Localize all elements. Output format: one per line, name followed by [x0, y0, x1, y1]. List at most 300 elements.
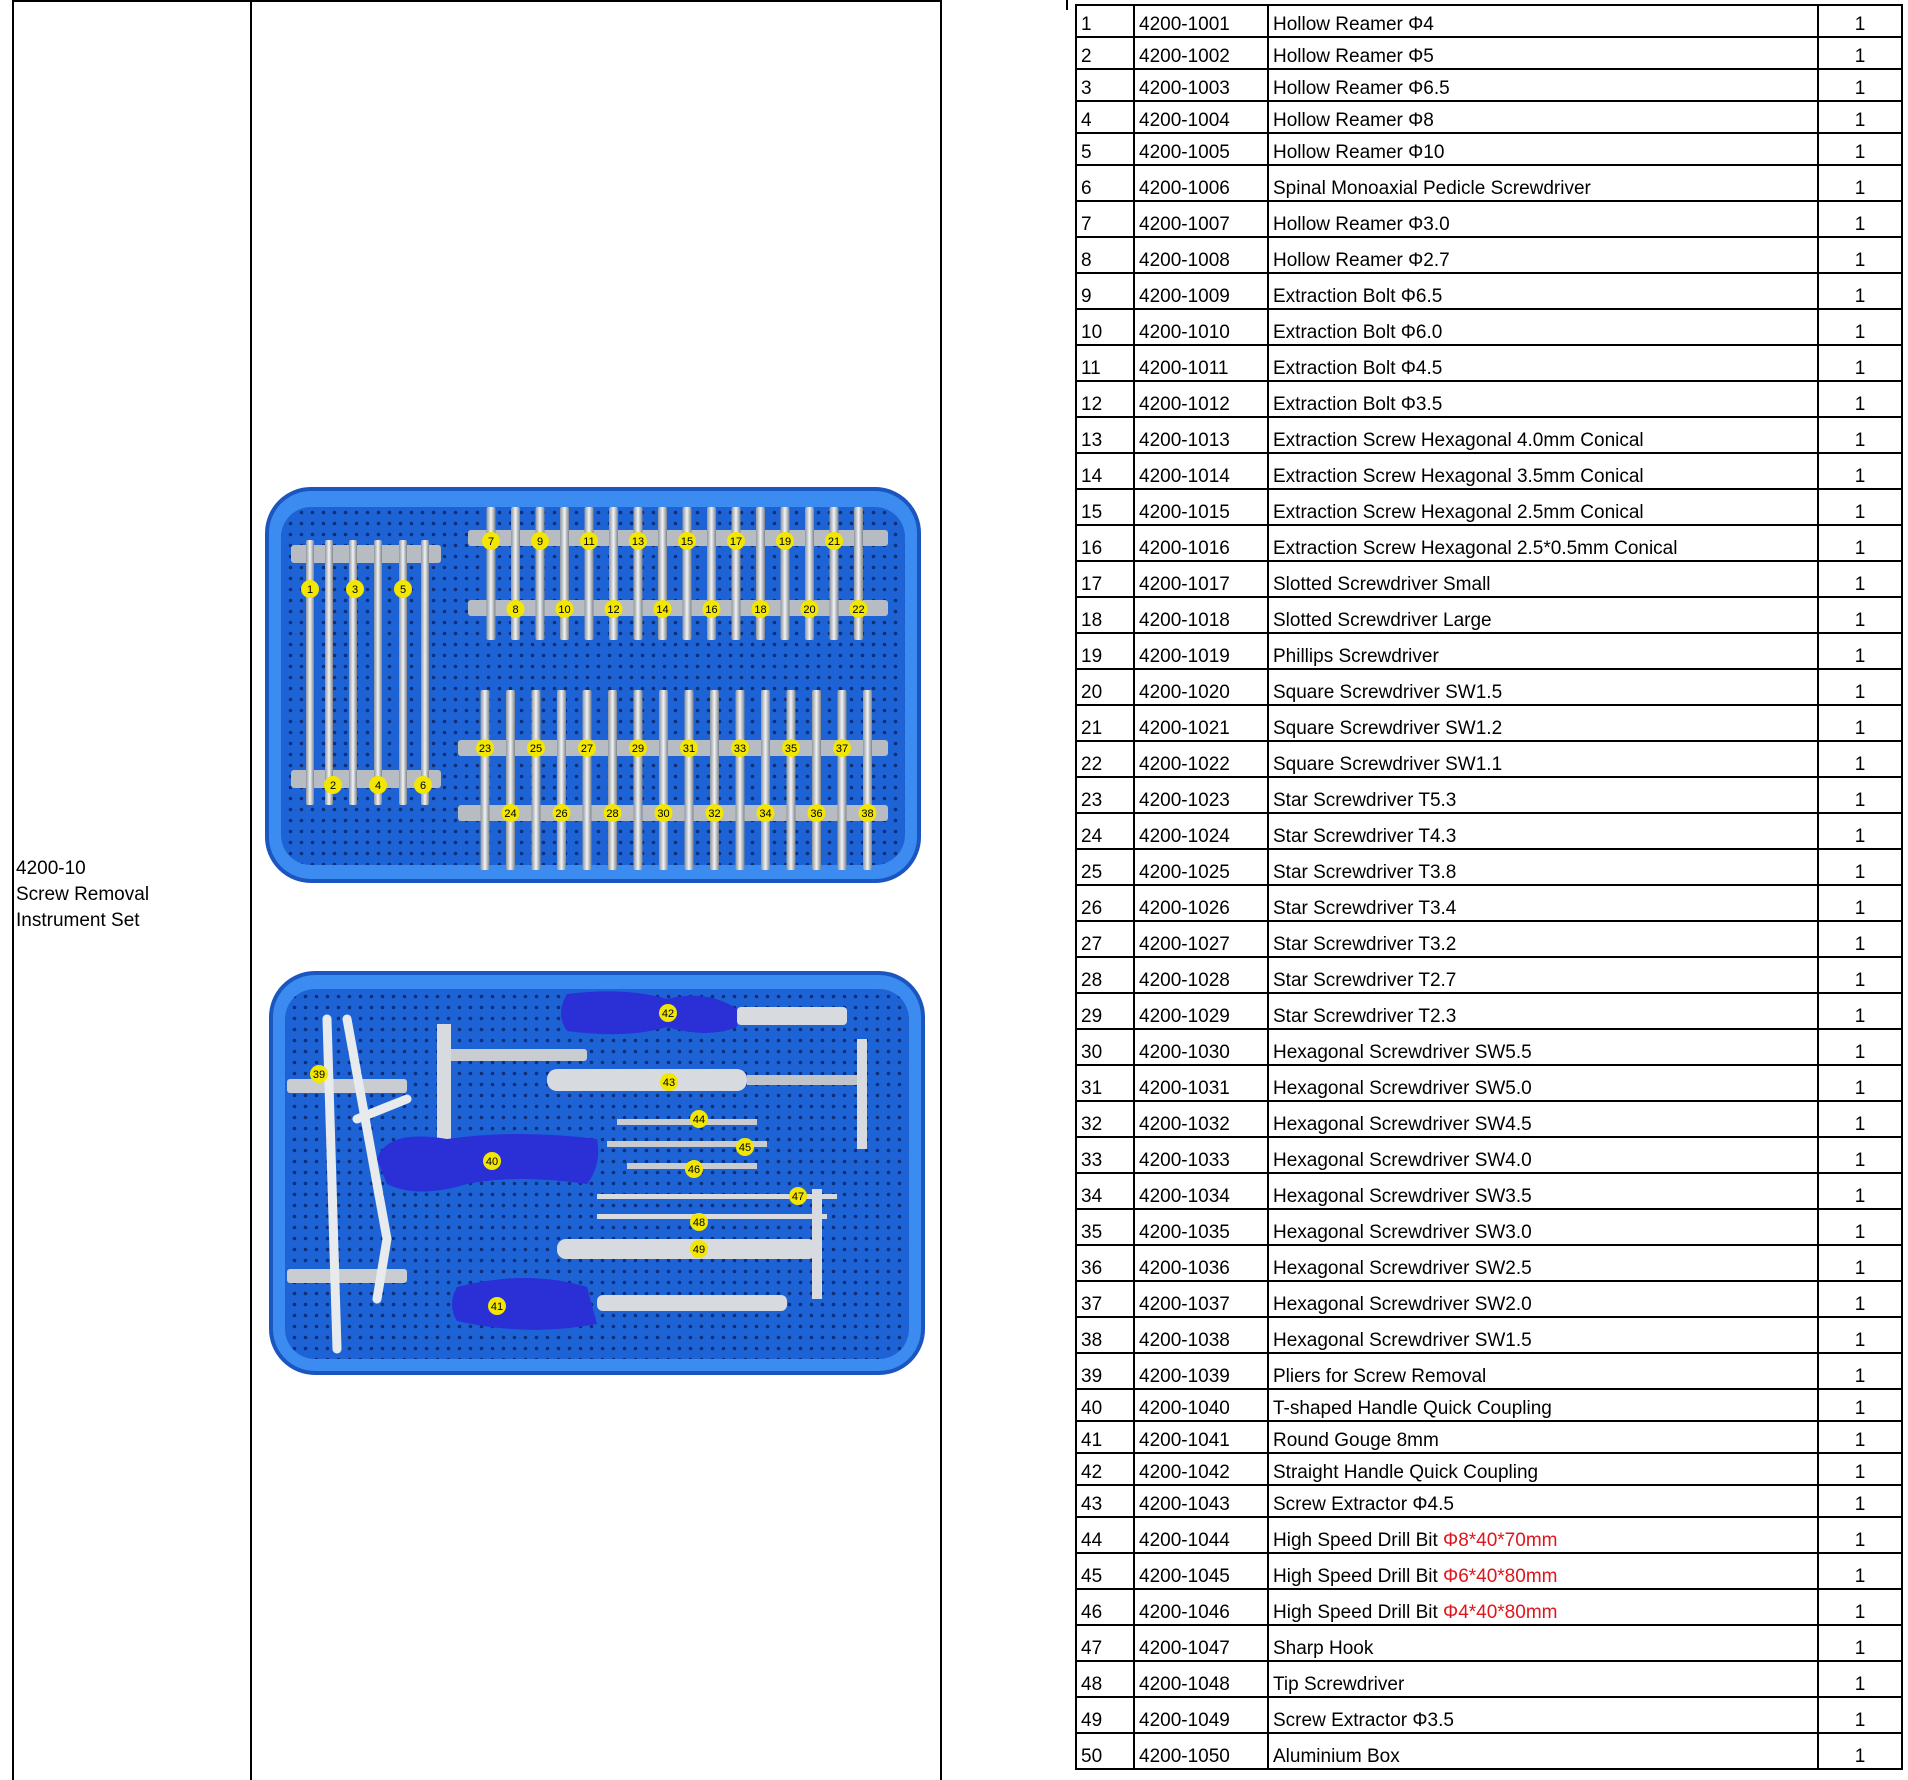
instrument-shaft: [487, 507, 496, 640]
table-row: [1076, 453, 1902, 489]
item-quantity: 1: [1818, 1625, 1902, 1661]
item-name: Extraction Bolt Φ4.5: [1273, 358, 1443, 379]
callout-13: [629, 532, 647, 550]
item-name: Phillips Screwdriver: [1273, 646, 1439, 667]
instrument-shaft: [784, 690, 798, 870]
item-quantity: 1: [1818, 1137, 1902, 1173]
svg-text:15: 15: [680, 536, 694, 548]
table-row: [1076, 1353, 1902, 1389]
item-name-cell: [1268, 1065, 1818, 1101]
item-code: 4200-1020: [1134, 669, 1268, 705]
item-name: Hollow Reamer Φ6.5: [1273, 78, 1450, 99]
callout-12: [605, 600, 623, 618]
item-code: 4200-1036: [1134, 1245, 1268, 1281]
item-name: High Speed Drill Bit: [1273, 1566, 1438, 1587]
item-number: 14: [1076, 453, 1134, 489]
item-quantity: 1: [1818, 69, 1902, 101]
set-name-line2: Instrument Set: [16, 910, 140, 931]
item-name: Extraction Bolt Φ6.5: [1273, 286, 1443, 307]
svg-text:46: 46: [687, 1164, 701, 1176]
callout-43: [660, 1073, 678, 1091]
svg-text:43: 43: [662, 1077, 676, 1089]
table-row: [1076, 813, 1902, 849]
item-name-cell: [1268, 1485, 1818, 1517]
table-row: [1076, 1317, 1902, 1353]
table-row: [1076, 1661, 1902, 1697]
item-code: 4200-1008: [1134, 237, 1268, 273]
svg-text:31: 31: [682, 743, 696, 755]
item-code: 4200-1031: [1134, 1065, 1268, 1101]
item-name-cell: [1268, 1173, 1818, 1209]
item-number: 40: [1076, 1389, 1134, 1421]
item-code: 4200-1007: [1134, 201, 1268, 237]
item-quantity: 1: [1818, 345, 1902, 381]
lower-tray-image: [267, 969, 927, 1379]
item-name-cell: [1268, 1697, 1818, 1733]
item-code: 4200-1029: [1134, 993, 1268, 1029]
table-row: [1076, 525, 1902, 561]
table-row: [1076, 921, 1902, 957]
svg-text:19: 19: [778, 536, 792, 548]
instrument-shaft: [560, 507, 569, 640]
instrument-shaft: [827, 507, 841, 640]
svg-text:39: 39: [312, 1069, 326, 1081]
item-code: 4200-1027: [1134, 921, 1268, 957]
item-number: 49: [1076, 1697, 1134, 1733]
instrument-shaft: [756, 507, 765, 640]
item-code: 4200-1039: [1134, 1353, 1268, 1389]
svg-text:28: 28: [606, 808, 619, 820]
item-code: 4200-1011: [1134, 345, 1268, 381]
svg-text:2: 2: [329, 780, 337, 792]
callout-11: [580, 532, 598, 550]
item-quantity: 1: [1818, 1389, 1902, 1421]
item-number: 5: [1076, 133, 1134, 165]
item-spec: Φ8*40*70mm: [1443, 1530, 1558, 1551]
callout-22: [850, 600, 868, 618]
callout-1: [301, 580, 319, 598]
item-code: 4200-1019: [1134, 633, 1268, 669]
item-number: 11: [1076, 345, 1134, 381]
item-name: Hollow Reamer Φ8: [1273, 110, 1434, 131]
svg-text:4: 4: [374, 780, 382, 792]
callout-49: [690, 1240, 708, 1258]
item-quantity: 1: [1818, 669, 1902, 705]
item-quantity: 1: [1818, 1697, 1902, 1733]
lower-tray-rail: [287, 1269, 407, 1283]
item-code: 4200-1010: [1134, 309, 1268, 345]
table-row: [1076, 417, 1902, 453]
lower-tray-rail: [287, 1079, 407, 1093]
item-name: Slotted Screwdriver Small: [1273, 574, 1491, 595]
item-code: 4200-1023: [1134, 777, 1268, 813]
callout-30: [655, 804, 673, 822]
table-row: [1076, 669, 1902, 705]
instrument-shaft: [680, 507, 694, 640]
item-name-cell: [1268, 1281, 1818, 1317]
table-row: [1076, 101, 1902, 133]
item-code: 4200-1001: [1134, 5, 1268, 37]
item-name-cell: [1268, 561, 1818, 597]
instrument-shaft: [580, 690, 594, 870]
table-row: [1076, 1697, 1902, 1733]
svg-text:47: 47: [791, 1191, 805, 1203]
item-quantity: 1: [1818, 849, 1902, 885]
item-name-cell: [1268, 813, 1818, 849]
item-number: 43: [1076, 1485, 1134, 1517]
item-code: 4200-1026: [1134, 885, 1268, 921]
svg-text:48: 48: [692, 1217, 706, 1229]
item-code: 4200-1006: [1134, 165, 1268, 201]
item-code: 4200-1005: [1134, 133, 1268, 165]
item-code: 4200-1017: [1134, 561, 1268, 597]
parts-table: [1075, 4, 1903, 1770]
item-number: 42: [1076, 1453, 1134, 1485]
upper-tray-image: [263, 485, 923, 885]
instrument-shaft: [761, 690, 770, 870]
item-name: Hexagonal Screwdriver SW5.5: [1273, 1042, 1532, 1063]
instrument-shaft: [374, 540, 382, 805]
callout-7: [482, 532, 500, 550]
item-quantity: 1: [1818, 1173, 1902, 1209]
item-name: Star Screwdriver T2.3: [1273, 1006, 1457, 1027]
table-row: [1076, 1065, 1902, 1101]
svg-text:42: 42: [661, 1008, 675, 1020]
item-name: Straight Handle Quick Coupling: [1273, 1462, 1539, 1483]
item-number: 46: [1076, 1589, 1134, 1625]
item-code: 4200-1048: [1134, 1661, 1268, 1697]
item-name: Square Screwdriver SW1.2: [1273, 718, 1503, 739]
instrument-shaft: [399, 540, 407, 805]
instrument-shaft: [349, 540, 357, 805]
upper-tray-rail: [468, 600, 888, 616]
table-row: [1076, 1101, 1902, 1137]
item-code: 4200-1015: [1134, 489, 1268, 525]
item-name-cell: [1268, 201, 1818, 237]
item-quantity: 1: [1818, 633, 1902, 669]
item-name-cell: [1268, 1517, 1818, 1553]
item-quantity: 1: [1818, 525, 1902, 561]
item-name-cell: [1268, 777, 1818, 813]
callout-6: [414, 776, 432, 794]
item-code: 4200-1049: [1134, 1697, 1268, 1733]
item-name-cell: [1268, 1209, 1818, 1245]
instrument-shaft: [609, 507, 618, 640]
item-number: 34: [1076, 1173, 1134, 1209]
svg-text:44: 44: [692, 1114, 706, 1126]
item-name-cell: [1268, 309, 1818, 345]
instrument-shaft: [631, 507, 645, 640]
item-number: 2: [1076, 37, 1134, 69]
set-name-line1: Screw Removal: [16, 884, 150, 905]
callout-26: [553, 804, 571, 822]
item-quantity: 1: [1818, 453, 1902, 489]
item-quantity: 1: [1818, 237, 1902, 273]
svg-text:27: 27: [580, 743, 594, 755]
svg-text:35: 35: [784, 743, 798, 755]
item-name: Hexagonal Screwdriver SW3.0: [1273, 1222, 1532, 1243]
svg-text:37: 37: [835, 743, 849, 755]
item-code: 4200-1030: [1134, 1029, 1268, 1065]
svg-text:17: 17: [729, 536, 743, 548]
item-code: 4200-1025: [1134, 849, 1268, 885]
item-name-cell: [1268, 1389, 1818, 1421]
instrument-shaft: [421, 540, 429, 805]
item-name-cell: [1268, 1589, 1818, 1625]
item-quantity: 1: [1818, 1453, 1902, 1485]
table-row: [1076, 237, 1902, 273]
table-row: [1076, 957, 1902, 993]
item-name: Hollow Reamer Φ3.0: [1273, 214, 1450, 235]
svg-text:21: 21: [827, 536, 841, 548]
item-name: Spinal Monoaxial Pedicle Screwdriver: [1273, 178, 1591, 199]
item-name: High Speed Drill Bit: [1273, 1602, 1438, 1623]
item-name: Hexagonal Screwdriver SW2.0: [1273, 1294, 1532, 1315]
table-row: [1076, 777, 1902, 813]
callout-41: [488, 1297, 506, 1315]
item-name-cell: [1268, 489, 1818, 525]
instrument-shaft: [863, 690, 872, 870]
callout-25: [527, 739, 545, 757]
item-number: 26: [1076, 885, 1134, 921]
callout-31: [680, 739, 698, 757]
callout-18: [752, 600, 770, 618]
item-code: 4200-1012: [1134, 381, 1268, 417]
item-name: Extraction Screw Hexagonal 2.5*0.5mm Conical: [1273, 538, 1678, 559]
item-name: Star Screwdriver T2.7: [1273, 970, 1457, 991]
callout-17: [727, 532, 745, 550]
item-quantity: 1: [1818, 201, 1902, 237]
table-row: [1076, 165, 1902, 201]
item-name: High Speed Drill Bit: [1273, 1530, 1438, 1551]
item-number: 22: [1076, 741, 1134, 777]
item-number: 44: [1076, 1517, 1134, 1553]
item-name: Hollow Reamer Φ4: [1273, 14, 1434, 35]
item-name: Square Screwdriver SW1.1: [1273, 754, 1503, 775]
svg-text:25: 25: [529, 743, 543, 755]
item-number: 32: [1076, 1101, 1134, 1137]
upper-tray-rail: [458, 740, 888, 756]
table-row: [1076, 1517, 1902, 1553]
item-name: Sharp Hook: [1273, 1638, 1374, 1659]
item-quantity: 1: [1818, 1553, 1902, 1589]
item-spec: Φ4*40*80mm: [1443, 1602, 1558, 1623]
item-name: Hexagonal Screwdriver SW4.0: [1273, 1150, 1532, 1171]
item-name: Slotted Screwdriver Large: [1273, 610, 1492, 631]
table-row: [1076, 1485, 1902, 1517]
item-name: Star Screwdriver T5.3: [1273, 790, 1457, 811]
item-code: 4200-1014: [1134, 453, 1268, 489]
callout-33: [731, 739, 749, 757]
table-row: [1076, 1389, 1902, 1421]
item-name: Hexagonal Screwdriver SW1.5: [1273, 1330, 1532, 1351]
item-name-cell: [1268, 381, 1818, 417]
item-name: T-shaped Handle Quick Coupling: [1273, 1398, 1552, 1419]
item-name: Hexagonal Screwdriver SW5.0: [1273, 1078, 1532, 1099]
callout-35: [782, 739, 800, 757]
item-number: 19: [1076, 633, 1134, 669]
instrument-shaft: [707, 507, 716, 640]
item-code: 4200-1022: [1134, 741, 1268, 777]
item-code: 4200-1013: [1134, 417, 1268, 453]
item-quantity: 1: [1818, 5, 1902, 37]
table-row: [1076, 849, 1902, 885]
callout-20: [801, 600, 819, 618]
instrument-shaft: [511, 507, 520, 640]
item-quantity: 1: [1818, 1589, 1902, 1625]
item-quantity: 1: [1818, 705, 1902, 741]
item-quantity: 1: [1818, 37, 1902, 69]
item-number: 24: [1076, 813, 1134, 849]
item-number: 37: [1076, 1281, 1134, 1317]
item-number: 28: [1076, 957, 1134, 993]
svg-text:1: 1: [306, 584, 314, 596]
item-name-cell: [1268, 133, 1818, 165]
item-quantity: 1: [1818, 885, 1902, 921]
item-number: 10: [1076, 309, 1134, 345]
item-quantity: 1: [1818, 1065, 1902, 1101]
item-name-cell: [1268, 101, 1818, 133]
table-row: [1076, 741, 1902, 777]
item-number: 47: [1076, 1625, 1134, 1661]
item-name: Hollow Reamer Φ5: [1273, 46, 1434, 67]
callout-44: [690, 1110, 708, 1128]
item-quantity: 1: [1818, 273, 1902, 309]
item-name-cell: [1268, 957, 1818, 993]
item-number: 16: [1076, 525, 1134, 561]
set-label: [16, 856, 149, 934]
table-row: [1076, 1029, 1902, 1065]
item-name-cell: [1268, 1353, 1818, 1389]
item-name: Screw Extractor Φ4.5: [1273, 1494, 1454, 1515]
item-code: 4200-1041: [1134, 1421, 1268, 1453]
item-quantity: 1: [1818, 101, 1902, 133]
item-number: 9: [1076, 273, 1134, 309]
item-number: 6: [1076, 165, 1134, 201]
item-name: Extraction Screw Hexagonal 2.5mm Conical: [1273, 502, 1644, 523]
table-row: [1076, 1209, 1902, 1245]
item-name-cell: [1268, 1245, 1818, 1281]
instrument-shaft: [710, 690, 719, 870]
item-name-cell: [1268, 1317, 1818, 1353]
item-code: 4200-1028: [1134, 957, 1268, 993]
table-row: [1076, 37, 1902, 69]
callout-39: [310, 1065, 328, 1083]
item-name: Pliers for Screw Removal: [1273, 1366, 1487, 1387]
item-name: Aluminium Box: [1273, 1746, 1400, 1767]
table-row: [1076, 1553, 1902, 1589]
instrument-shaft: [733, 690, 747, 870]
instrument-shaft: [854, 507, 863, 640]
item-name: Hollow Reamer Φ2.7: [1273, 250, 1450, 271]
item-name: Extraction Bolt Φ3.5: [1273, 394, 1443, 415]
item-quantity: 1: [1818, 1733, 1902, 1769]
item-code: 4200-1024: [1134, 813, 1268, 849]
callout-34: [757, 804, 775, 822]
callout-19: [776, 532, 794, 550]
table-row: [1076, 345, 1902, 381]
item-name: Extraction Bolt Φ6.0: [1273, 322, 1443, 343]
item-name-cell: [1268, 633, 1818, 669]
svg-text:30: 30: [657, 808, 670, 820]
item-name: Screw Extractor Φ3.5: [1273, 1710, 1454, 1731]
item-number: 13: [1076, 417, 1134, 453]
svg-text:11: 11: [583, 536, 595, 548]
callout-45: [736, 1138, 754, 1156]
item-name: Extraction Screw Hexagonal 4.0mm Conical: [1273, 430, 1644, 451]
item-code: 4200-1046: [1134, 1589, 1268, 1625]
callout-42: [659, 1004, 677, 1022]
table-row: [1076, 273, 1902, 309]
instrument-shaft: [478, 690, 492, 870]
callout-4: [369, 776, 387, 794]
item-quantity: 1: [1818, 1281, 1902, 1317]
callout-16: [703, 600, 721, 618]
callout-5: [394, 580, 412, 598]
item-code: 4200-1038: [1134, 1317, 1268, 1353]
svg-text:29: 29: [631, 743, 645, 755]
item-number: 25: [1076, 849, 1134, 885]
item-quantity: 1: [1818, 1101, 1902, 1137]
svg-text:33: 33: [733, 743, 747, 755]
item-code: 4200-1045: [1134, 1553, 1268, 1589]
instrument-shaft: [506, 690, 515, 870]
table-row: [1076, 381, 1902, 417]
item-name-cell: [1268, 69, 1818, 101]
table-row: [1076, 993, 1902, 1029]
item-name: Hexagonal Screwdriver SW4.5: [1273, 1114, 1532, 1135]
callout-46: [685, 1160, 703, 1178]
svg-text:9: 9: [536, 536, 544, 548]
callout-48: [690, 1213, 708, 1231]
item-name-cell: [1268, 165, 1818, 201]
item-quantity: 1: [1818, 381, 1902, 417]
item-quantity: 1: [1818, 489, 1902, 525]
item-name: Star Screwdriver T4.3: [1273, 826, 1457, 847]
svg-text:12: 12: [607, 604, 620, 616]
item-code: 4200-1009: [1134, 273, 1268, 309]
item-name-cell: [1268, 237, 1818, 273]
item-number: 50: [1076, 1733, 1134, 1769]
upper-tray-rail: [468, 530, 888, 546]
item-code: 4200-1032: [1134, 1101, 1268, 1137]
item-quantity: 1: [1818, 813, 1902, 849]
callout-8: [507, 600, 525, 618]
table-row: [1076, 133, 1902, 165]
item-number: 33: [1076, 1137, 1134, 1173]
table-row: [1076, 1453, 1902, 1485]
photo-cell: [250, 0, 942, 1780]
svg-text:16: 16: [705, 604, 718, 616]
table-row: [1076, 309, 1902, 345]
callout-14: [654, 600, 672, 618]
item-number: 15: [1076, 489, 1134, 525]
item-name-cell: [1268, 741, 1818, 777]
item-name-cell: [1268, 5, 1818, 37]
item-name: Hexagonal Screwdriver SW2.5: [1273, 1258, 1532, 1279]
item-number: 18: [1076, 597, 1134, 633]
set-code: 4200-10: [16, 858, 86, 879]
item-code: 4200-1040: [1134, 1389, 1268, 1421]
callout-24: [502, 804, 520, 822]
item-name-cell: [1268, 669, 1818, 705]
table-row: [1076, 1137, 1902, 1173]
item-number: 23: [1076, 777, 1134, 813]
item-number: 7: [1076, 201, 1134, 237]
callout-36: [808, 804, 826, 822]
item-name-cell: [1268, 525, 1818, 561]
table-row: [1076, 561, 1902, 597]
